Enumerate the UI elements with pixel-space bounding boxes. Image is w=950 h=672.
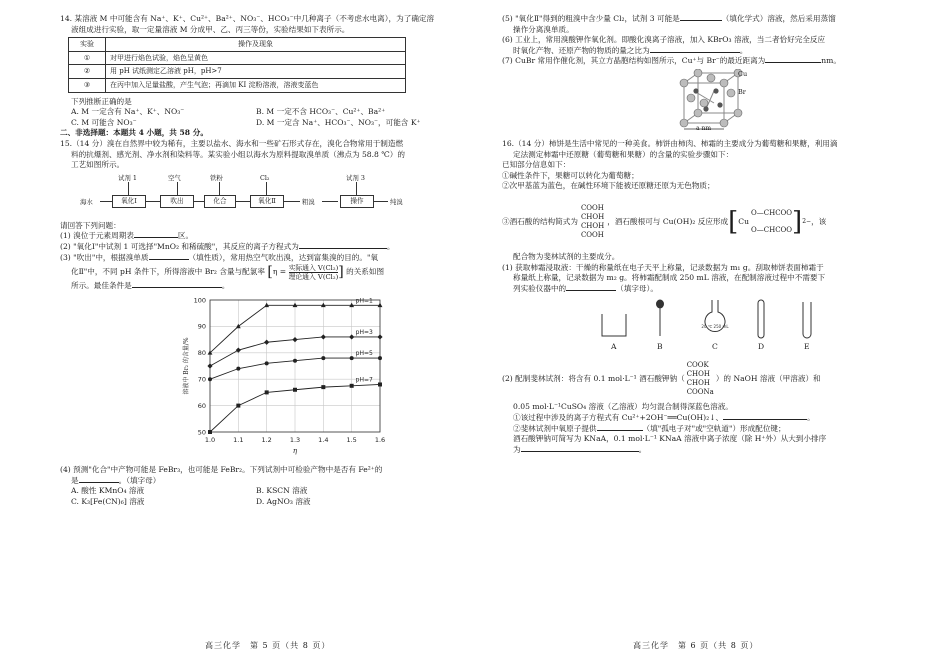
text: ，该 — [811, 216, 827, 226]
text: 时氧化产物、还原产物的物质的量之比为 — [513, 45, 650, 55]
q15-p6: (6) 工业上，常用溴酸钾作氧化剂。即酸化溴离子溶液，加入 KBrO₃ 溶液，当二者恰好完全反应 — [502, 35, 826, 45]
complex-group: O—CHCOO — [751, 208, 793, 217]
q16-p2-4 — [502, 445, 902, 456]
eta: η = — [272, 267, 287, 277]
series-label: pH=7 — [355, 376, 373, 384]
q15-p1 — [60, 231, 455, 242]
q15-p5-line2: 操作分离溴单质。 — [513, 24, 574, 34]
bracket-right: ] — [792, 206, 803, 237]
q15-p6-line2 — [502, 46, 902, 57]
x-axis-label: η — [292, 446, 298, 455]
text: (5) "氧化Ⅱ"得到的粗溴中含少量 Cl₂，试剂 3 可能是 — [502, 14, 680, 23]
arrow-down — [356, 182, 357, 195]
q15-p5 — [502, 14, 902, 25]
flow-box: 吹出 — [160, 195, 194, 208]
answer-blank[interactable] — [79, 482, 119, 483]
beaker-icon — [602, 314, 626, 336]
flow-end: 纯溴 — [390, 197, 403, 206]
text: (1) 溴位于元素周期表 — [60, 231, 134, 241]
text: ①该过程中涉及的离子方程式有 Cu²⁺+2OH⁻══Cu(OH)₂↓、 — [513, 412, 724, 422]
q16-p1: (1) 获取柿霜浸取液：干燥的称量纸在电子天平上称量，记录数据为 m₁ g。刮取柿饼表面柿霜于 — [502, 262, 824, 272]
y-tick-label: 80 — [197, 348, 206, 357]
text: 是 — [71, 475, 79, 485]
text: (3) "吹出"中，根据溴单质 — [60, 252, 149, 262]
apparatus-label: D — [758, 342, 765, 352]
q16-known-1: ①碱性条件下，果糖可以转化为葡萄糖； — [502, 170, 639, 180]
q15-p4-answer — [60, 476, 455, 487]
apparatus-label: B — [657, 342, 663, 352]
q15-p7 — [502, 56, 902, 67]
text: 。 — [386, 241, 395, 251]
series-label: pH=3 — [355, 328, 373, 336]
struct-group: COONa — [686, 388, 714, 397]
q16-p2-line2: 0.05 mol·L⁻¹CuSO₄ 溶液（乙溶液）均匀混合制得深蓝色溶液。 — [513, 402, 733, 412]
text: (7) CuBr 常用作催化剂，其立方晶胞结构如图所示，Cu⁺与 Br⁻的最近距离为 — [502, 56, 766, 66]
q15-intro-line3: 工艺如图所示。 — [71, 160, 125, 170]
data-point — [265, 361, 269, 365]
text: 的关系如图 — [346, 267, 385, 277]
data-point — [377, 334, 382, 339]
data-point — [321, 334, 326, 339]
q16-p1-line3 — [502, 284, 902, 295]
table-header: 实验 — [69, 38, 106, 52]
answer-blank[interactable] — [650, 52, 740, 53]
struct-group: CHOH — [580, 212, 605, 221]
bracket-right: ] — [338, 264, 344, 281]
text: 。（填字母） — [118, 475, 161, 485]
right-page — [502, 14, 902, 455]
table-cell: 对甲进行焰色试验，焰色呈黄色 — [106, 51, 406, 65]
scale-label: a nm — [696, 124, 712, 132]
table-cell: ① — [69, 51, 106, 65]
y-tick-label: 60 — [197, 401, 206, 410]
text: 为 — [513, 444, 521, 454]
table-header: 操作及现象 — [106, 38, 406, 52]
text: （填化学式）溶液，然后采用蒸馏 — [721, 14, 836, 23]
tartaric-acid-structure — [581, 204, 604, 240]
flow-box: 化合 — [204, 195, 236, 208]
option-c: C. K₃[Fe(CN)₆] 溶液 — [71, 497, 145, 507]
y-tick-label: 50 — [197, 427, 206, 436]
q15-intro-line2: 料的抗爆剂、感光剂、净水剂和染料等。某实验小组以海水为原料提取溴单质（沸点为 58.8 ℃）的 — [71, 149, 405, 159]
data-point — [350, 356, 354, 360]
answer-blank[interactable] — [723, 419, 807, 420]
data-point — [208, 430, 212, 434]
x-tick-label: 1.4 — [318, 435, 329, 444]
text: nm。 — [821, 56, 841, 66]
flask-label: 20 ℃ 250 mL — [701, 324, 729, 330]
complex-cu: Cu — [738, 216, 749, 226]
apparatus-figure — [502, 296, 902, 354]
br2-content-chart — [60, 292, 455, 462]
q15-p3 — [60, 253, 455, 264]
arrow-right — [236, 201, 250, 202]
answer-blank[interactable] — [765, 62, 821, 63]
text: 列实验仪器中的 — [513, 283, 567, 293]
flow-box: 操作 — [340, 195, 374, 208]
q16-intro-line2: 定法测定柿霜中还原糖（葡萄糖和果糖）的含量的实验步骤如下： — [513, 149, 734, 159]
text: 。 — [221, 281, 230, 291]
struct-group: COOH — [580, 203, 604, 212]
q15-intro-line1: 15.（14 分）溴在自然界中较为稀有，主要以盐水、海水和一些矿石形式存在，溴化合物常用于制造燃 — [60, 138, 404, 148]
text: （填"孤电子对"或"空轨道"）形成配位键； — [642, 423, 786, 433]
process-flow-diagram — [60, 173, 455, 219]
x-tick-label: 1.6 — [374, 435, 386, 444]
data-point — [293, 358, 297, 362]
data-point — [236, 403, 240, 407]
struct-group: CHOH — [580, 221, 605, 230]
q16-known: 已知部分信息如下： — [502, 160, 571, 170]
answer-blank[interactable] — [521, 451, 639, 452]
bracket-left: [ — [267, 264, 273, 281]
arrow-right — [284, 201, 300, 202]
y-tick-label: 100 — [193, 295, 206, 304]
option-d: D. M 一定含 Na⁺、HCO₃⁻、NO₃⁻，可能含 K⁺ — [256, 117, 421, 127]
cubr-unit-cell — [662, 69, 782, 133]
fraction — [289, 264, 339, 281]
option-b: B. M 一定不含 HCO₃⁻、Cu²⁺、Ba²⁺ — [256, 107, 386, 117]
q14-options — [60, 107, 455, 128]
q15-p4-options — [60, 486, 455, 507]
apparatus-label: C — [712, 342, 718, 352]
data-point — [208, 377, 212, 381]
flow-mid: 粗溴 — [302, 197, 315, 206]
data-point — [292, 337, 297, 342]
arrow-right — [146, 201, 160, 202]
reagent-label: 试剂 1 — [118, 173, 137, 182]
data-point — [378, 356, 382, 360]
reagent-label: Cl₂ — [260, 173, 270, 182]
text: ）的 NaOH 溶液（甲溶液）和 — [715, 374, 821, 384]
q16-intro-line1: 16.（14 分）柿饼是生活中常见的一种美食。柿饼由柿肉、柿霜的主要成分为葡萄糖和果糖，利用滴 — [502, 138, 838, 148]
left-page — [60, 14, 455, 508]
fraction-numerator: 实际通入 V(Cl₂) — [288, 263, 339, 272]
q16-p2-1 — [502, 413, 902, 424]
apparatus-label: A — [611, 342, 617, 352]
series-label: pH=5 — [355, 349, 373, 357]
flow-box: 氧化Ⅰ — [112, 195, 146, 208]
arrow-down — [219, 182, 220, 195]
x-tick-label: 1.2 — [261, 435, 272, 444]
q16-known-3-end: 配合物为斐林试剂的主要成分。 — [513, 251, 620, 261]
crystal-figure — [502, 69, 902, 135]
arrow-right — [194, 201, 204, 202]
data-point — [207, 363, 212, 368]
text: 化Ⅱ"中，不同 pH 条件下，所得溶液中 Br₂ 含量与配氯率 — [71, 267, 265, 277]
text: 区。 — [177, 231, 194, 241]
answer-blank[interactable] — [680, 20, 722, 21]
complex-structure — [751, 209, 792, 235]
br-label: Br — [738, 87, 746, 96]
data-point — [265, 390, 269, 394]
text: ，酒石酸根可与 Cu(OH)₂ 反应形成 — [607, 216, 729, 226]
answer-blank[interactable] — [134, 237, 178, 238]
q15-ask: 请回答下列问题： — [60, 220, 121, 230]
charge: 2− — [802, 217, 812, 225]
data-point — [321, 385, 325, 389]
q15-p4: (4) 预测"化合"中产物可能是 FeBr₃，也可能是 FeBr₂。下列试剂中可检验产物中是否有 Fe²⁺的 — [60, 465, 383, 475]
data-point — [236, 347, 241, 352]
spacer — [751, 218, 792, 226]
data-point — [350, 383, 354, 387]
arrow-down — [128, 182, 129, 195]
answer-blank[interactable] — [597, 430, 643, 431]
q16-known-2: ②次甲基蓝为蓝色，在碱性环境下能被还原糖还原为无色物质； — [502, 181, 715, 191]
text: 。 — [638, 444, 647, 454]
text: （填性质），常用热空气吹出溴，达到富集溴的目的。"氧 — [188, 252, 379, 262]
tartrate-structure — [687, 361, 714, 397]
series-label: pH=1 — [355, 296, 373, 304]
answer-blank[interactable] — [149, 259, 189, 260]
text: 所示。最佳条件是 — [71, 281, 132, 291]
reagent-label: 试剂 3 — [346, 173, 365, 182]
option-a: A. 酸性 KMnO₄ 溶液 — [71, 486, 145, 496]
complex-group: O—CHCOO — [751, 225, 793, 234]
y-axis-label: 溶液中 Br₂ 的含量/% — [183, 337, 190, 395]
data-point — [264, 339, 269, 344]
glass-rod-icon — [758, 300, 764, 338]
bracket-left: [ — [728, 206, 739, 237]
y-tick-label: 90 — [197, 322, 206, 331]
table-cell: 在丙中加入足量盐酸，产生气泡；再滴加 KI 淀粉溶液，溶液变蓝色 — [106, 78, 406, 92]
q16-p2-3: 酒石酸钾钠可简写为 KNaA，0.1 mol·L⁻¹ KNaA 溶液中离子浓度（除 H⁺外）从大到小排序 — [513, 434, 827, 444]
data-point — [321, 356, 325, 360]
page-footer-right: 高三化学 第 6 页（共 8 页） — [633, 641, 759, 650]
option-b: B. KSCN 溶液 — [256, 486, 308, 496]
text: 。 — [739, 45, 748, 55]
q14-question: 下列推断正确的是 — [71, 96, 132, 106]
option-c: C. M 可能含 NO₃⁻ — [71, 117, 137, 127]
data-point — [293, 387, 297, 391]
cu-label: Cu — [738, 69, 748, 78]
apparatus-label: E — [804, 342, 810, 352]
option-a: A. M 一定含有 Na⁺、K⁺、NO₃⁻ — [71, 107, 185, 117]
struct-group: COOH — [580, 230, 604, 239]
text: （填字母）。 — [616, 283, 658, 293]
option-d: D. AgNO₃ 溶液 — [256, 497, 311, 507]
struct-group: CHOH — [686, 379, 711, 388]
q16-known-3 — [502, 192, 902, 252]
reagent-label: 空气 — [168, 173, 181, 182]
reagent-label: 铁粉 — [210, 173, 223, 182]
q15-p2 — [60, 242, 455, 253]
table-cell: ③ — [69, 78, 106, 92]
experiment-table — [68, 37, 406, 92]
answer-blank[interactable] — [132, 287, 222, 288]
arrow-right — [100, 201, 112, 202]
text: (2) 配制斐林试剂：将含有 0.1 mol·L⁻¹ 酒石酸钾钠（ — [502, 374, 685, 384]
section-heading: 二、非选择题：本题共 4 小题，共 58 分。 — [60, 128, 208, 138]
x-tick-label: 1.5 — [346, 435, 357, 444]
x-tick-label: 1.1 — [233, 435, 244, 444]
apparatus-drawings — [502, 296, 902, 342]
q15-p3-end — [60, 281, 455, 292]
text: (2) "氧化Ⅰ"中试剂 1 可选择"MnO₂ 和稀硫酸"，其反应的离子方程式为 — [60, 241, 299, 251]
text: ③酒石酸的结构简式为 — [502, 216, 578, 226]
q15-p3-ratio — [60, 263, 455, 281]
q16-p2 — [502, 356, 902, 402]
flow-box: 氧化Ⅱ — [250, 195, 284, 208]
fraction-denominator: 理论通入 V(Cl₂) — [288, 272, 339, 281]
arrow-right — [322, 201, 338, 202]
arrow-right — [374, 201, 388, 202]
arrow-down — [177, 182, 178, 195]
text: 。 — [807, 412, 815, 422]
page-footer-left: 高三化学 第 5 页（共 8 页） — [205, 641, 331, 650]
text: ②斐林试剂中氧原子提供 — [513, 423, 597, 433]
q16-p1-line2: 称量纸上称量，记录数据为 m₂ g。将柿霜配制成 250 mL 溶液，在配制溶液过程中不需要下 — [513, 273, 826, 283]
data-point — [236, 323, 241, 327]
answer-blank[interactable] — [566, 290, 616, 291]
test-tube-icon — [803, 302, 811, 338]
q14-stem-line2: 液组成进行实验，取一定量溶液 M 分成甲、乙、丙三等份，实验结果如下表所示。 — [71, 24, 350, 34]
y-tick-label: 70 — [197, 375, 206, 384]
data-point — [236, 366, 240, 370]
struct-group: CHOH — [686, 370, 711, 379]
table-cell: 用 pH 试纸测定乙溶液 pH，pH>7 — [106, 65, 406, 79]
answer-blank[interactable] — [299, 248, 387, 249]
q16-p2-2 — [502, 424, 902, 435]
q14-stem-line1: 14. 某溶液 M 中可能含有 Na⁺、K⁺、Cu²⁺、Ba²⁺、NO₃⁻、HCO₃⁻中几种离子（不考虑水电离），为了确定溶 — [60, 14, 435, 23]
arrow-down — [266, 182, 267, 195]
x-tick-label: 1.3 — [289, 435, 301, 444]
table-cell: ② — [69, 65, 106, 79]
data-point — [349, 334, 354, 339]
struct-group: COOK — [686, 361, 709, 370]
x-tick-label: 1.0 — [204, 435, 216, 444]
data-point — [378, 382, 382, 386]
flow-start: 海水 — [80, 197, 93, 206]
